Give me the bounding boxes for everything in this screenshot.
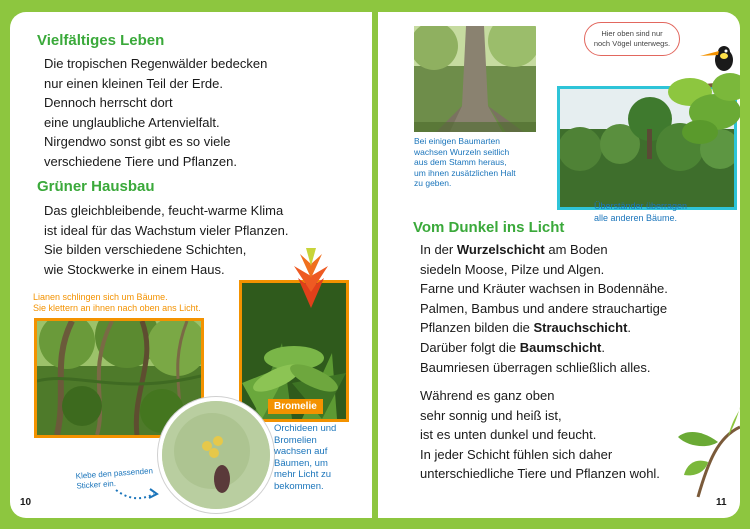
left-page	[10, 12, 372, 518]
sticker-placeholder[interactable]	[158, 397, 274, 513]
text-line: Das gleichbleibende, feucht-warme Klima	[44, 203, 284, 218]
caption-line: Bäumen, um	[274, 457, 328, 469]
paragraph-gruener-hausbau	[44, 201, 288, 279]
paragraph-vielfaeltiges-leben	[44, 54, 267, 172]
roots-illustration	[414, 26, 536, 144]
text-line: Darüber folgt die Baumschicht.	[420, 339, 605, 355]
text-line: Sie bilden verschiedene Schichten,	[44, 242, 247, 258]
text-line: Baumriesen überragen schließlich alles.	[420, 359, 651, 375]
bromelie-label: Bromelie	[268, 399, 323, 414]
text-line: ist ideal für das Wachstum vieler Pflanzen.	[44, 222, 289, 238]
lianen-caption	[33, 292, 201, 314]
text-line: Pflanzen bilden die Strauchschicht.	[420, 320, 632, 336]
speech-bubble	[584, 22, 680, 56]
text-line: Die tropischen Regenwälder bedecken	[44, 56, 268, 71]
text-line: Während es ganz oben	[420, 388, 555, 403]
text-line: ist es unten dunkel und feucht.	[420, 427, 597, 443]
heading-vom-dunkel-ins-licht: Vom Dunkel ins Licht	[413, 219, 565, 236]
heading-gruener-hausbau: Grüner Hausbau	[37, 178, 155, 195]
text-line: In der Wurzelschicht am Boden	[420, 242, 608, 257]
paragraph-layers	[420, 240, 668, 377]
text-line: sehr sonnig und heiß ist,	[420, 407, 562, 423]
caption-line: wachsen auf	[274, 446, 328, 458]
text-line: Farne und Kräuter wachsen in Bodennähe.	[420, 281, 668, 297]
bubble-line: Hier oben sind nur	[601, 29, 663, 38]
text-line: nur einen kleinen Teil der Erde.	[44, 75, 223, 91]
caption-line: mehr Licht zu	[274, 469, 332, 481]
text-line: eine unglaubliche Artenvielfalt.	[44, 114, 220, 130]
bubble-line: noch Vögel unterwegs.	[593, 38, 671, 48]
paragraph-light	[420, 386, 660, 484]
orchid-caption	[274, 423, 336, 493]
caption-line: bekommen.	[274, 480, 324, 492]
toucan-icon	[698, 40, 738, 74]
caption-line: Bei einigen Baumarten	[414, 136, 501, 146]
caption-line: Bromelien	[274, 434, 317, 446]
caption-line: zu geben.	[414, 178, 452, 188]
orchid-illustration	[162, 401, 270, 509]
text-line: Dennoch herrscht dort	[44, 95, 173, 111]
caption-line: Orchideen und	[274, 423, 337, 434]
caption-line: um ihnen zusätzlichen Halt	[414, 167, 516, 178]
page-number-left: 10	[20, 497, 32, 508]
dotted-arrow-icon	[114, 484, 160, 504]
text-line: siedeln Moose, Pilze und Algen.	[420, 261, 605, 277]
text-line: unterschiedliche Tiere und Pflanzen wohl.	[420, 466, 660, 482]
caption-line: Klebe den passenden	[75, 466, 154, 481]
roots-photo	[414, 26, 536, 144]
bromelie-flower-icon	[288, 248, 334, 308]
caption-line: Sticker ein.	[76, 478, 117, 491]
caption-line: Lianen schlingen sich um Bäume.	[33, 292, 168, 302]
text-line: wie Stockwerke in einem Haus.	[44, 261, 225, 277]
text-line: In jeder Schicht fühlen sich daher	[420, 446, 613, 462]
text-line: verschiedene Tiere und Pflanzen.	[44, 153, 237, 169]
leaf-branch-icon	[678, 407, 740, 518]
text-line: Palmen, Bambus und andere strauchartige	[420, 300, 668, 316]
roots-caption	[412, 132, 541, 193]
caption-line: Sie klettern an ihnen nach oben ans Licht.	[33, 303, 201, 313]
heading-vielfaeltiges-leben: Vielfältiges Leben	[37, 32, 165, 49]
caption-line: wachsen Wurzeln seitlich	[414, 146, 510, 157]
page-number-right: 11	[716, 497, 727, 508]
caption-line: Überständer überragen	[594, 201, 688, 211]
caption-line: aus dem Stamm heraus,	[414, 157, 507, 167]
text-line: Nirgendwo sonst gibt es so viele	[44, 134, 231, 150]
right-page	[378, 12, 740, 518]
canopy-caption	[594, 201, 687, 224]
caption-line: alle anderen Bäume.	[594, 212, 678, 223]
